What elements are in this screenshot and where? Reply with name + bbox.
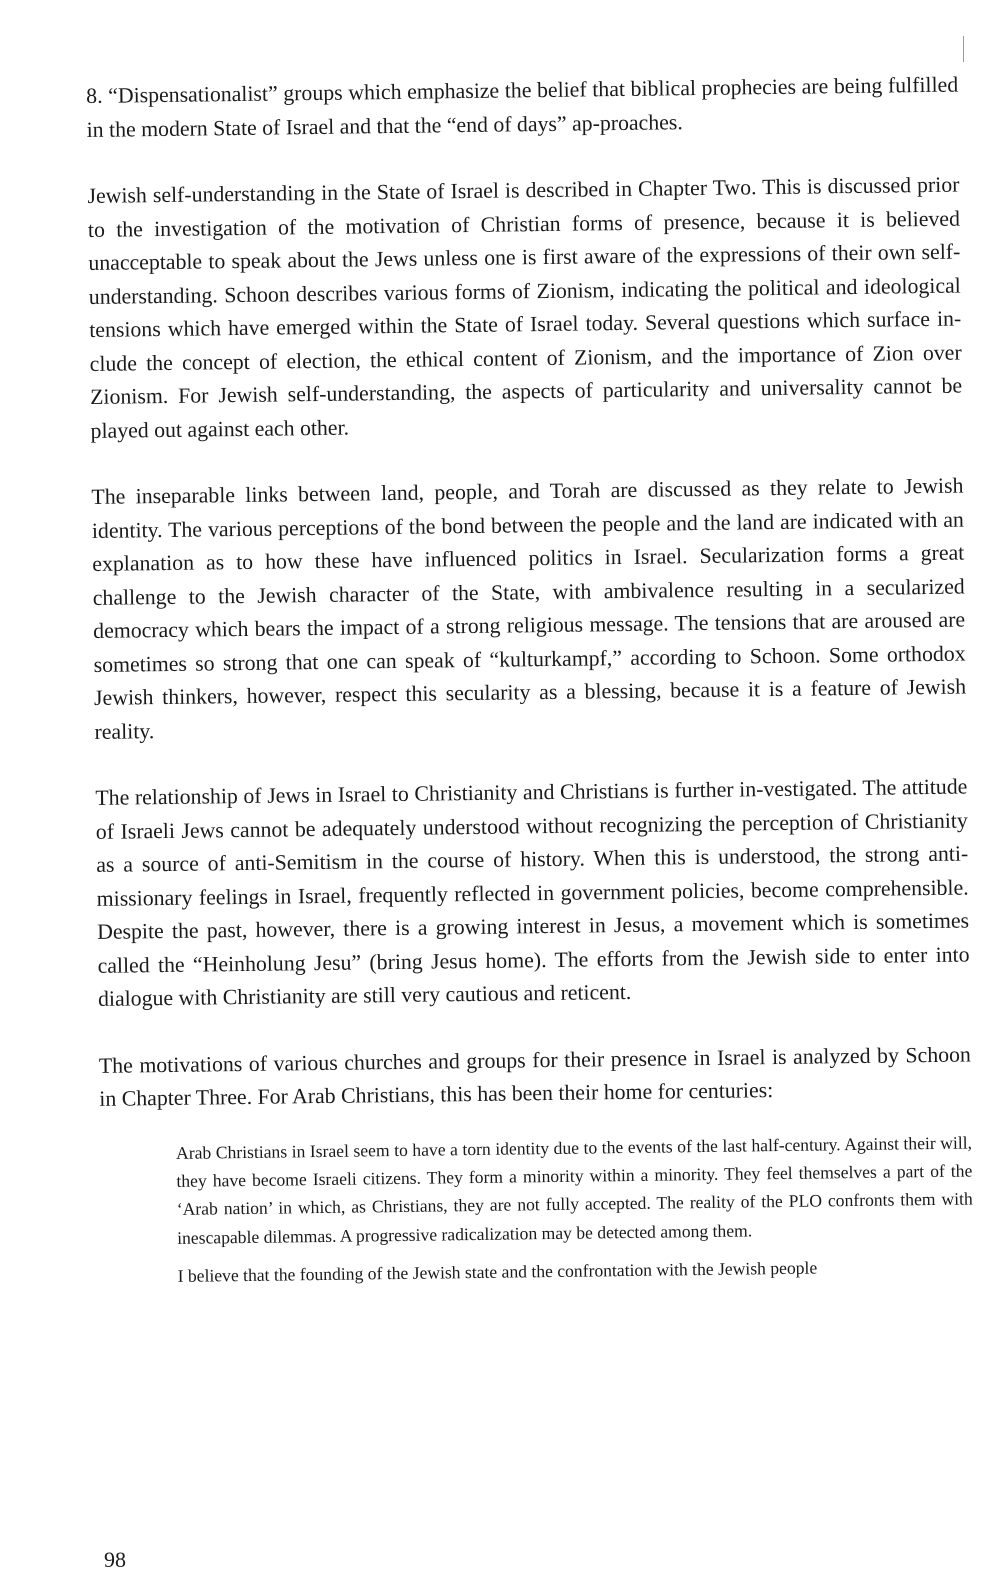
block-quote-arab-christians: Arab Christians in Israel seem to have a torn identity due to the events of the last half-century. Against their will, they have become Israeli citizens. They form a minority within a minority. They feel themselves a part of the ‘Arab nation’ in which, as Christians, they are not fully accepted. The reality of the PLO confronts them with inescapable dilemmas. A progressive radicalization may be detected among them. bbox=[175, 1131, 973, 1248]
paragraph-motivations-of-churches: The motivations of various churches and groups for their presence in Israel is analyzed by Schoon in Chapter Three. For Arab Christians, this has been their home for centuries: bbox=[98, 1042, 971, 1111]
paragraph-land-people-torah: The inseparable links between land, people, and Torah are discussed as they relate to Jewish identity. The various perceptions of the bond between the people and the land are indicated with an explanation as to how these have influenced politics in Israel. Secularization forms a great challenge to the Jewish character of the State, with ambivalence resulting in a secularized democracy which bears the impact of a strong religious message. The tensions that are aroused are sometimes so strong that one can speak of “kulturkampf,” according to Schoon. Some orthodox Jewish thinkers, however, respect this secularity as a blessing, because it is a feature of Jewish reality. bbox=[91, 473, 967, 744]
block-quote-founding-of-state: I believe that the founding of the Jewish state and the confrontation with the Jewish people bbox=[177, 1257, 818, 1287]
page-edge-mark bbox=[963, 36, 964, 62]
paragraph-relationship-to-christianity: The relationship of Jews in Israel to Christianity and Christians is further in-vestigated. The attitude of Israeli Jews cannot be adequately understood without recognizing the perception of Christianity as a source of anti-Semitism in the course of history. When this is understood, the strong anti-missionary feelings in Israel, frequently reflected in government policies, become comprehensible. Despite the past, however, there is a growing interest in Jesus, a movement which is sometimes called the “Heinholung Jesu” (bring Jesus home). The efforts from the Jewish side to enter into dialogue with Christianity are still very cautious and reticent. bbox=[95, 774, 970, 1011]
paragraph-jewish-self-understanding: Jewish self-understanding in the State of Israel is described in Chapter Two. This is discussed prior to the investigation of the motivation of Christian forms of presence, because it is believed unacceptable to speak about the Jews unless one is first aware of the expressions of their own self-understanding. Schoon describes various forms of Zionism, indicating the political and ideological tensions which have emerged within the State of Israel today. Several questions which surface in-clude the concept of election, the ethical content of Zionism, and the importance of Zion over Zionism. For Jewish self-understanding, the aspects of particularity and universality cannot be played out against each other. bbox=[87, 172, 963, 443]
text-column bbox=[86, 69, 974, 1292]
page-number: 98 bbox=[104, 1547, 126, 1572]
paragraph-dispensationalist-groups: 8. “Dispensationalist” groups which emphasize the belief that biblical prophecies are being fulfilled in the modern State of Israel and that the “end of days” ap-proaches. bbox=[86, 72, 959, 142]
